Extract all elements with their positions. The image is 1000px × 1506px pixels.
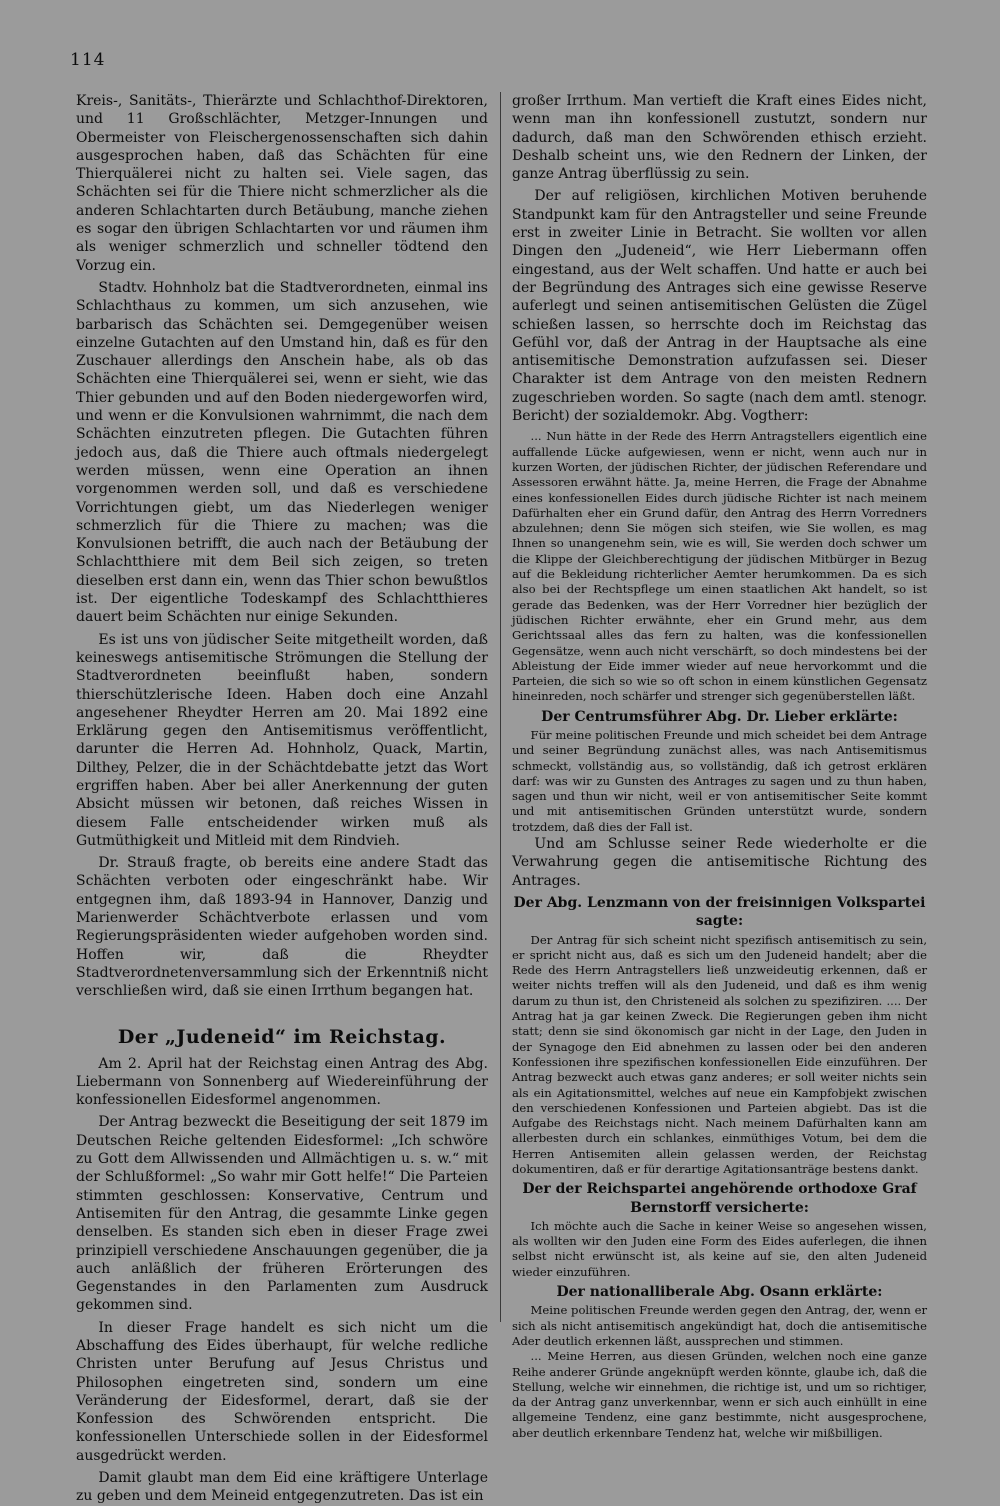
left-column — [76, 92, 488, 1505]
paragraph: Stadtv. Hohnholz bat die Stadtverordneten, einmal ins Schlachthaus zu kommen, um sich anzusehen, wie barbarisch das Schächten sei. Demgegenüber weisen einzelne Gutachten auf den Umstand hin, daß es für den Zuschauer allerdings den Anschein habe, als ob das Schächten eine Thierquälerei sei, wenn er sieht, wie das Thier gebunden und auf den Boden niedergeworfen wird, und wenn er die Konvulsionen wahrnimmt, die nach dem Schächten einzutreten pflegen. Die Gutachten führen jedoch aus, daß die Thiere auch oftmals niedergelegt werden müssen, wenn eine Operation an ihnen vorgenommen werden soll, und daß es verschiedene Vorrichtungen giebt, um das Niederlegen weniger schmerzlich für die Thiere zu machen; was die Konvulsionen betrifft, die auch nach der Betäubung der Schlachtthiere mit dem Beil sich zeigen, so treten dieselben erst dann ein, wenn das Thier schon bewußtlos ist. Der eigentliche Todeskampf des Schlachtthieres dauert beim Schächten nur einige Sekunden. — [76, 279, 488, 626]
quotation-block — [512, 1303, 927, 1441]
quotation-block — [512, 1219, 927, 1280]
quotation: Meine politischen Freunde werden gegen den Antrag, der, wenn er sich als nicht antisemitisch angekündigt hat, doch die antisemitische Ader deutlich erkennen läßt, aussprechen und stimmen. — [512, 1303, 927, 1348]
quotation-block — [512, 728, 927, 835]
paragraph: Kreis-, Sanitäts-, Thierärzte und Schlachthof-Direktoren, und 11 Großschlächter, Metzger-Innungen und Obermeister von Fleischergenossenschaften sich dahin ausgesprochen haben, daß das Schächten für eine Thierquälerei nicht zu halten sei. Viele sagen, das Schächten sei für die Thiere nicht schmerzlicher als die anderen Schlachtarten durch Betäubung, manche ziehen es sogar den übrigen Schlachtarten vor und räumen ihm als weniger schmerzlich und schneller tödtend den Vorzug ein. — [76, 93, 488, 274]
quotation-block — [512, 933, 927, 1178]
paragraph: Der auf religiösen, kirchlichen Motiven beruhende Standpunkt kam für den Antragsteller und seine Freunde erst in zweiter Linie in Betracht. Sie wollten vor allen Dingen den „Judeneid“, wie Herr Liebermann offen eingestand, aus der Welt schaffen. Und hatte er auch bei der Begründung des Antrages sich eine gewisse Reserve auferlegt und seinen antisemitischen Gelüsten die Zügel schießen lassen, so herrschte doch im Reichstag das Gefühl vor, daß der Antrag in der Hauptsache als eine antisemitische Demonstration aufzufassen sei. Dieser Charakter ist dem Antrage von den meisten Rednern zugeschrieben worden. So sagte (nach dem amtl. stenogr. Bericht) der sozialdemokr. Abg. Vogtherr: — [512, 188, 927, 425]
page-number: 114 — [70, 50, 106, 70]
paragraph: Dr. Strauß fragte, ob bereits eine andere Stadt das Schächten verboten oder eingeschränkt habe. Wir entgegnen ihm, daß 1893-94 in Hannover, Danzig und Marienwerder Schächtverbote erlassen und vom Regierungspräsidenten wieder aufgehoben worden sind. Hoffen wir, daß die Rheydter Stadtverordnetenversammlung sich der Erkenntniß nicht verschließen wird, daß sie einen Irrthum begangen hat. — [76, 855, 488, 1000]
paragraph: Am 2. April hat der Reichstag einen Antrag des Abg. Liebermann von Sonnenberg auf Wiedereinführung der konfessionellen Eidesformel angenommen. — [76, 1055, 488, 1109]
paragraph: Damit glaubt man dem Eid eine kräftigere Unterlage zu geben und dem Meineid entgegenzutreten. Das ist ein — [76, 1470, 488, 1505]
paragraph: Es ist uns von jüdischer Seite mitgetheilt worden, daß keineswegs antisemitische Strömungen die Stellung der Stadtverordneten beeinflußt haben, sondern thierschützlerische Ideen. Haben doch eine Anzahl angesehener Rheydter Herren am 20. Mai 1892 eine Erklärung gegen den Antisemitismus veröffentlicht, darunter die Herren Ad. Hohnholz, Quack, Martin, Dilthey, Pelzer, die in der Schächtdebatte jetzt das Wort ergriffen haben. Aber bei aller Anerkennung der guten Absicht müssen wir betonen, daß reiches Wissen in diesem Falle entscheidender wirken muß als Gutmüthigkeit und Mitleid mit dem Rindvieh. — [76, 631, 488, 849]
quotation-block — [512, 429, 927, 704]
paragraph: Der Antrag bezweckt die Beseitigung der seit 1879 im Deutschen Reiche geltenden Eidesformel: „Ich schwöre zu Gott dem Allwissenden und Allmächtigen u. s. w.“ mit der Schlußformel: „So wahr mir Gott helfe!“ Die Parteien stimmten geschlossen: Konservative, Centrum und Antisemiten für den Antrag, die gesammte Linke gegen denselben. Es standen sich eben in dieser Frage zwei prinzipiell verschiedene Anschauungen gegenüber, die ja auch anläßlich der früheren Erörterungen des Gegenstandes in den Parlamenten zum Ausdruck gekommen sind. — [76, 1114, 488, 1314]
column-divider — [500, 92, 501, 1322]
paragraph: großer Irrthum. Man vertieft die Kraft eines Eides nicht, wenn man ihn konfessionell zustutzt, sondern nur dadurch, daß man den Schwörenden ethisch erzieht. Deshalb scheint uns, wie den Rednern der Linken, der ganze Antrag überflüssig zu sein. — [512, 93, 927, 183]
quotation: ... Meine Herren, aus diesen Gründen, welchen noch eine ganze Reihe anderer Gründe angeknüpft werden könnte, glaube ich, daß die Stellung, welche wir einnehmen, die richtige ist, und um so richtiger, da der Antrag ganz unverkennbar, wenn er sich auch einhüllt in eine allgemeine Tendenz, eine ganz bestimmte, nicht ausgesprochene, aber deutlich erkennbare Tendenz hat, welche wir mißbilligen. — [512, 1349, 927, 1440]
speaker-intro: Der der Reichspartei angehörende orthodoxe Graf Bernstorff versicherte: — [522, 1181, 917, 1216]
paragraph: Und am Schlusse seiner Rede wiederholte er die Verwahrung gegen die antisemitische Richtung des Antrages. — [512, 836, 927, 889]
speaker-intro: Der Abg. Lenzmann von der freisinnigen Volkspartei sagte: — [513, 894, 926, 930]
quotation: Der Antrag für sich scheint nicht spezifisch antisemitisch zu sein, er spricht nicht aus, daß es sich um den Judeneid handelt; aber die Rede des Herrn Antragstellers ließ unzweideutig erkennen, daß er weiter nichts treffen will als den Judeneid, und daß es ihm wenig darum zu thun ist, den Christeneid als solchen zu spezifiziren. .... Der Antrag hat ja gar keinen Zweck. Die Regierungen geben ihm nicht statt; denn sie sind ökonomisch gar nicht in der Lage, den Juden in der Synagoge den Eid abnehmen zu lassen oder bei den anderen Konfessionen ihre spezifischen konfessionellen Eide einzuführen. Der Antrag bezweckt auch etwas ganz anderes; er soll weiter nichts sein als ein Agitationsmittel, welches auf neue ein Kampfobjekt zwischen den verschiedenen Konfessionen und Parteien abgiebt. Das ist die Aufgabe des Reichstags nicht. Nach meinem Dafürhalten kann am allerbesten durch ein schlankes, einmüthiges Votum, bei dem die Herren Antisemiten allein gelassen werden, der Reichstag dokumentiren, daß er für derartige Agitationsanträge bestens dankt. — [512, 932, 927, 1176]
quotation: Ich möchte auch die Sache in keiner Weise so angesehen wissen, als wollten wir den Juden eine Form des Eides auferlegen, die ihnen selbst nicht erwünscht ist, als keine auf sie, den alten Judeneid wieder einzuführen. — [512, 1218, 927, 1279]
speaker-intro: Der Centrumsführer Abg. Dr. Lieber erklärte: — [541, 708, 898, 725]
article-heading: Der „Judeneid“ im Reichstag. — [117, 1025, 447, 1048]
speaker-intro: Der nationalliberale Abg. Osann erklärte: — [556, 1284, 883, 1301]
right-column — [512, 92, 927, 1440]
quotation: Für meine politischen Freunde und mich scheidet bei dem Antrage und seiner Begründung zunächst alles, was nach Antisemitismus schmeckt, vollständig aus, so vollständig, daß ich getrost erklären darf: was wir zu Gunsten des Antrages zu sagen und zu thun haben, sagen und thun wir nicht, weil er von antisemitischer Seite kommt und mit antisemitischen Gründen unterstützt wurde, sondern trotzdem, daß dies der Fall ist. — [512, 727, 927, 834]
paragraph: In dieser Frage handelt es sich nicht um die Abschaffung des Eides überhaupt, für welche redliche Christen unter Berufung auf Jesus Christus und Philosophen eingetreten sind, sondern um eine Veränderung der Eidesformel, derart, daß sie der Konfession des Schwörenden entspricht. Die konfessionellen Unterschiede sollen in der Eidesformel ausgedrückt werden. — [76, 1319, 488, 1464]
quotation: ... Nun hätte in der Rede des Herrn Antragstellers eigentlich eine auffallende Lücke aufgewiesen, wenn er nicht, wenn auch nur in kurzen Worten, der jüdischen Richter, der jüdischen Referendare und Assessoren erwähnt hätte. Ja, meine Herren, die Frage der Abnahme eines konfessionellen Eides durch jüdische Richter ist nach meinem Dafürhalten eher ein Grund dafür, den Antrag des Herrn Vorredners abzulehnen; denn Sie mögen sich steifen, wie Sie wollen, es mag Ihnen so unangenehm sein, wie es will, Sie werden doch schwer um die Klippe der Gleichberechtigung der jüdischen Mitbürger in Bezug auf die Bekleidung richterlicher Aemter herumkommen. Da es sich also bei der Rechtspflege um einen staatlichen Akt handelt, so ist gerade das Bedenken, was der Herr Vorredner hier bezüglich der jüdischen Richter erwähnte, eher ein Grund mehr, aus dem Gerichtssaal alles das fern zu halten, was die konfessionellen Gegensätze, wenn auch nicht verschärft, so doch mindestens bei der Ableistung der Eide immer wieder auf neue hervorkommt und die Parteien, die sich so wie so oft schon in einem künstlichen Gegensatz hineinreden, noch schärfer und strenger sich gegenüberstellen läßt. — [512, 429, 927, 704]
